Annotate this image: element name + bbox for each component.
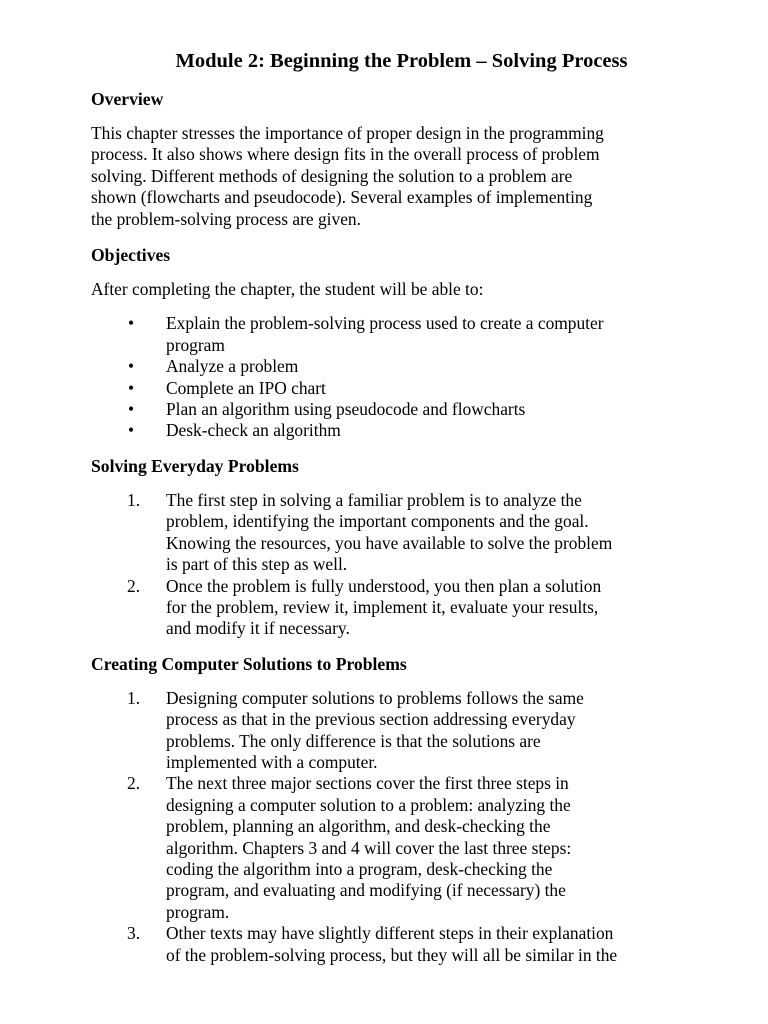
item-line: for the problem, review it, implement it, evaluate your results, <box>166 596 599 617</box>
objective-item <box>91 420 716 441</box>
overview-line: the problem-solving process are given. <box>91 208 361 229</box>
item-line: Knowing the resources, you have available to solve the problem <box>166 532 613 553</box>
bullet-marker: • <box>128 377 135 398</box>
objective-text: Explain the problem-solving process used to create a computer <box>166 313 604 334</box>
objective-text: Complete an IPO chart <box>166 377 326 398</box>
objectives-heading: Objectives <box>91 245 171 266</box>
page-title: Module 2: Beginning the Problem – Solving Process <box>175 50 628 72</box>
item-line: The next three major sections cover the first three steps in <box>166 773 569 794</box>
bullet-marker: • <box>128 420 135 441</box>
item-line: process as that in the previous section addressing everyday <box>166 709 576 730</box>
overview-paragraph <box>91 123 716 230</box>
computer-list <box>91 688 716 966</box>
everyday-list <box>91 490 716 640</box>
item-line: implemented with a computer. <box>166 751 378 772</box>
item-line: Once the problem is fully understood, you then plan a solution <box>166 575 602 596</box>
overview-line: solving. Different methods of designing the solution to a problem are <box>91 165 573 186</box>
item-number: 2. <box>127 773 141 794</box>
objective-item <box>91 378 716 399</box>
computer-heading: Creating Computer Solutions to Problems <box>91 653 407 674</box>
document-page <box>91 48 716 1024</box>
overview-line: process. It also shows where design fits in the overall process of problem <box>91 144 600 165</box>
item-line: problems. The only difference is that the solutions are <box>166 730 541 751</box>
everyday-item <box>91 490 716 576</box>
item-line: problem, planning an algorithm, and desk-checking the <box>166 816 551 837</box>
objectives-intro: After completing the chapter, the student will be able to: <box>91 279 484 300</box>
item-number: 2. <box>127 575 141 596</box>
item-number: 1. <box>127 687 141 708</box>
item-line: program, and evaluating and modifying (if necessary) the <box>166 880 566 901</box>
item-number: 1. <box>127 489 141 510</box>
overview-heading: Overview <box>91 89 164 109</box>
item-line: algorithm. Chapters 3 and 4 will cover the last three steps: <box>166 837 572 858</box>
everyday-heading: Solving Everyday Problems <box>91 455 299 476</box>
item-number: 3. <box>127 923 141 944</box>
objective-text: Plan an algorithm using pseudocode and flowcharts <box>166 399 526 420</box>
overview-line: This chapter stresses the importance of proper design in the programming <box>91 123 604 143</box>
computer-item <box>91 923 716 966</box>
objective-text: Analyze a problem <box>166 356 299 377</box>
computer-item <box>91 773 716 923</box>
bullet-marker: • <box>128 356 135 377</box>
objective-text: Desk-check an algorithm <box>166 420 341 441</box>
item-line: problem, identifying the important components and the goal. <box>166 511 589 532</box>
item-line: The first step in solving a familiar problem is to analyze the <box>166 489 582 510</box>
bullet-marker: • <box>128 399 135 420</box>
objectives-list <box>91 313 716 441</box>
overview-line: shown (flowcharts and pseudocode). Several examples of implementing <box>91 187 593 208</box>
objective-item <box>91 399 716 420</box>
item-line: and modify it if necessary. <box>166 618 350 639</box>
item-line: coding the algorithm into a program, desk-checking the <box>166 858 553 879</box>
item-line: Designing computer solutions to problems follows the same <box>166 687 584 708</box>
item-line: program. <box>166 901 230 922</box>
objective-item <box>91 313 716 356</box>
item-line: of the problem-solving process, but they will all be similar in the <box>166 944 618 965</box>
computer-item <box>91 688 716 774</box>
everyday-item <box>91 576 716 640</box>
item-line: designing a computer solution to a problem: analyzing the <box>166 794 571 815</box>
objective-text: program <box>166 334 225 355</box>
objective-item <box>91 356 716 377</box>
item-line: Other texts may have slightly different steps in their explanation <box>166 923 614 944</box>
bullet-marker: • <box>128 313 135 334</box>
item-line: is part of this step as well. <box>166 554 348 575</box>
